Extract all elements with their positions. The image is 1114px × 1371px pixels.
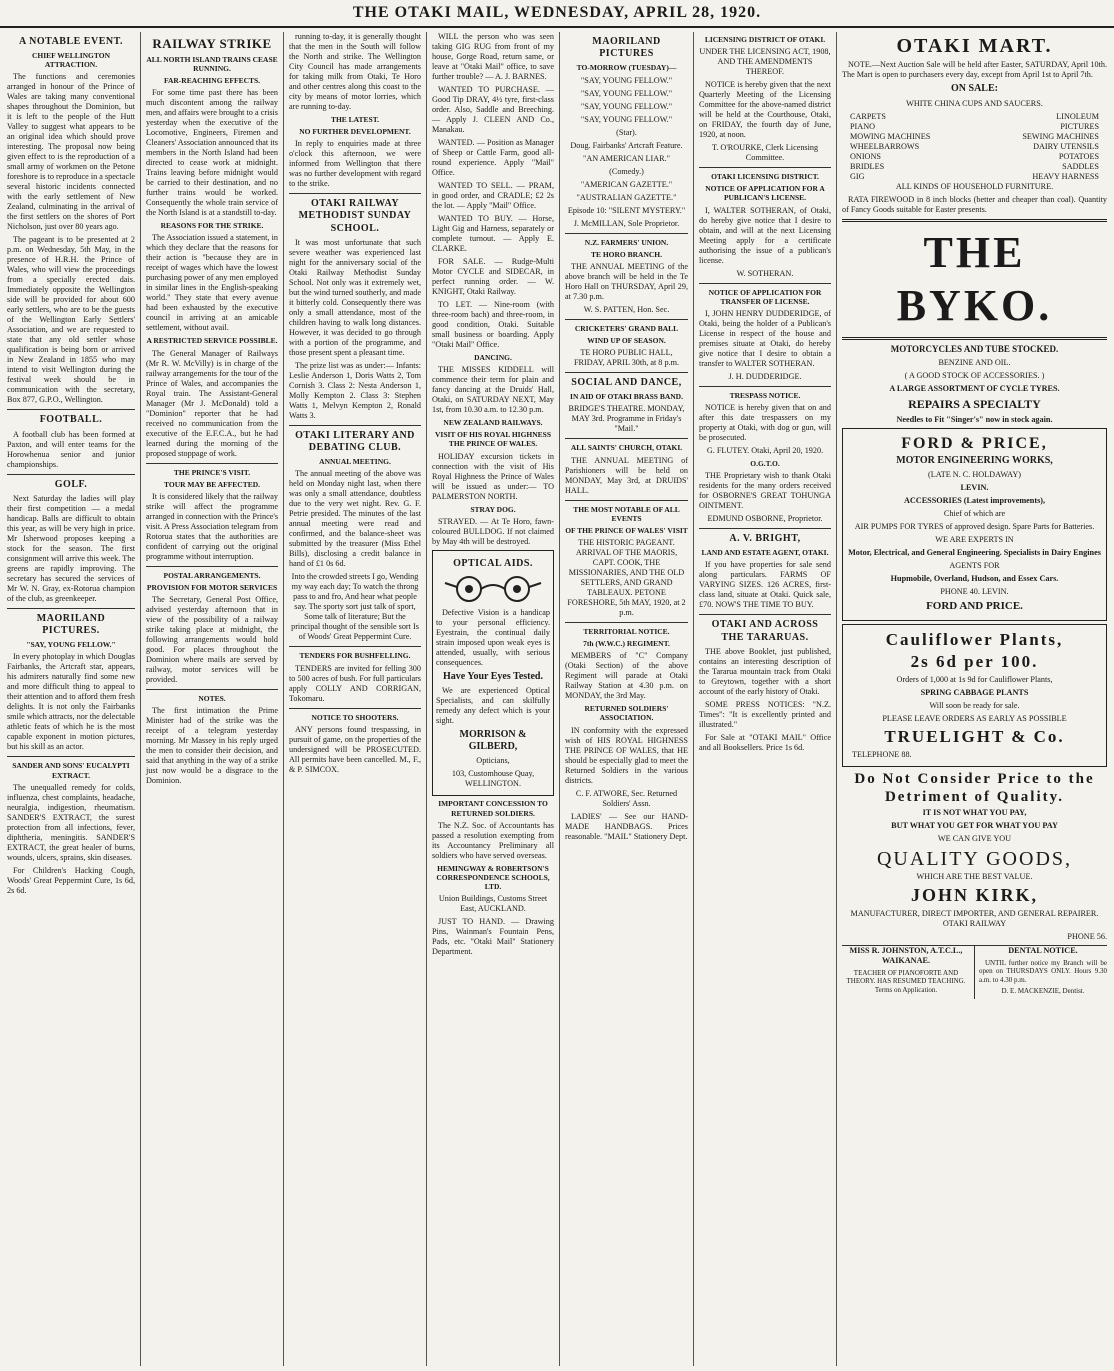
kirk-name: JOHN KIRK,: [910, 884, 1038, 905]
sale-item: ONIONS: [850, 151, 881, 161]
column-2: [141, 32, 284, 1366]
ad-text: We are experienced Optical Specialists, and can skilfully remedy any defect which is your sight.: [436, 686, 550, 726]
kirk-line: WE CAN GIVE YOU: [937, 834, 1012, 844]
notice-text: THE ANNUAL MEETING of the above branch will be held in the Te Horo Hall on THURSDAY, April 29, at 7.30 p.m.: [565, 261, 688, 301]
mart-note: NOTE.—Next Auction Sale will be held after Easter, SATURDAY, April 10th. The Mart is open to purchasers every day, except from April 1st to April 7th.: [842, 60, 1107, 80]
divider: [7, 409, 135, 410]
film-genre: (Comedy.): [609, 166, 644, 176]
subhead: TENDERS FOR BUSHFELLING.: [299, 651, 411, 661]
article-text: The Association issued a statement, in which they declare that the reasons for their action is "because they are in receipt of wages which have the lowest purchasing power of any men employed in similar lines in the English-speaking world." They state that every avenue had been exhausted by the executive council in arriving at an amicable settlement, without avail.: [146, 233, 278, 333]
masthead: THE OTAKI MAIL, WEDNESDAY, APRIL 28, 1920.: [0, 4, 1114, 28]
signature: T. O'ROURKE, Clerk Licensing Committee.: [711, 143, 819, 163]
johnston-line: MISS R. JOHNSTON, A.T.C.L., WAIKANAE.: [849, 945, 963, 965]
kirk-headline: Do Not Consider Price to the Detriment of Quality.: [854, 770, 1095, 806]
firewood-note: RATA FIREWOOD in 8 inch blocks (better and cheaper than coal). Quantity of Fancy Goods suitable for Easter presents.: [842, 194, 1107, 214]
byko-title: THE BYKO.: [842, 219, 1107, 340]
sale-item: SEWING MACHINES: [1022, 131, 1099, 141]
signature: G. FLUTEY. Otaki, April 20, 1920.: [706, 445, 824, 455]
subhead: RETURNED SOLDIERS' ASSOCIATION.: [584, 704, 669, 723]
notice-text: NOTICE is hereby given that the next Quarterly Meeting of the Licensing Committee for the above-named district will be held at the Courthouse, Otaki, on FRIDAY, the fourth day of June, 1920, at noon.: [699, 80, 831, 140]
cauli-line: SPRING CABBAGE PLANTS: [920, 688, 1029, 698]
eyes-tested-cta: Have Your Eyes Tested.: [442, 670, 543, 682]
headline-literary: OTAKI LITERARY AND DEBATING CLUB.: [295, 429, 415, 454]
subhead: WIND UP OF SEASON.: [587, 335, 666, 345]
spectacles-icon: [443, 574, 543, 604]
headline-football: FOOTBALL.: [39, 414, 103, 426]
subhead: STRAY DOG.: [470, 504, 516, 514]
truelight-phone: TELEPHONE 88.: [852, 749, 912, 759]
headline-maoriland-pictures: MAORILAND PICTURES: [592, 36, 661, 60]
ford-line: WE ARE EXPERTS IN: [935, 535, 1014, 545]
divider: [699, 386, 831, 387]
subhead: POSTAL ARRANGEMENTS.: [163, 570, 261, 580]
dental-sig: D. E. MACKENZIE, Dentist.: [1001, 987, 1085, 996]
sale-item: SADDLES: [1062, 161, 1099, 171]
cauli-title: Cauliflower Plants,: [885, 629, 1064, 649]
headline-bright: A. V. BRIGHT,: [729, 533, 801, 545]
notice-text: If you have properties for sale send along particulars. FARMS OF VARYING SIZES. 126 ACRES, first-class land, situate at Otaki. Quick sale, £70. NOW'S THE TIME TO BUY.: [699, 560, 831, 610]
ad-text: The N.Z. Soc. of Accountants has passed a resolution exempting from its Accountancy Preliminary all soldiers who have served overseas.: [432, 820, 554, 860]
classified: FOR SALE. — Rudge-Multi Motor CYCLE and SIDECAR, in perfect running order. — W. KNIGHT, Otaki Railway.: [432, 257, 554, 296]
headline-tararuas: OTAKI AND ACROSS THE TARARUAS.: [711, 619, 819, 643]
optician-name: MORRISON & GILBERD,: [459, 729, 527, 753]
classified: JUST TO HAND. — Drawing Pins, Wainman's Fountain Pens, Pads, etc. "Otaki Mail" Stationery Department.: [432, 917, 554, 957]
sale-item: POTATOES: [1058, 151, 1099, 161]
byko-line: Needles to Fit "Singer's" now in stock again.: [896, 414, 1053, 424]
subhead: FAR-REACHING EFFECTS.: [163, 76, 261, 86]
signature: C. F. ATWORE, Sec. Returned Soldiers' Assn.: [575, 788, 678, 808]
cauli-line: PLEASE LEAVE ORDERS AS EARLY AS POSSIBLE: [882, 714, 1067, 724]
article-text: In every photoplay in which Douglas Fairbanks, the Artcraft star, appears, his admirers naturally find some new and more difficult thing to appeal to their attention and to afford them fresh delights. It is not only the Fairbanks smile which attracts, nor the delectable athletic feats of which he is the most capable exponent in motion pictures, but his skill as an actor.: [7, 652, 135, 752]
notice-text: For Sale at "OTAKI MAIL" Office and all Booksellers. Price 1s 6d.: [699, 732, 831, 752]
classified: WANTED TO BUY. — Horse, Light Gig and Harness, separately or complete turnout. — Apply E. CLARKE.: [432, 214, 554, 253]
subhead: OF THE PRINCE OF WALES' VISIT: [565, 525, 688, 535]
classified: HOLIDAY excursion tickets in connection with the visit of His Royal Highness the Prince of Wales will be issued as under:— TO PALMERSTON NORTH.: [432, 451, 554, 501]
classified: THE MISSES KIDDELL will commence their term for plain and fancy dancing at the Druids' Hall, Otaki, on SATURDAY NEXT, May 1st, from 10.30 a.m. to 12.30 p.m.: [432, 365, 554, 415]
subhead: TO-MORROW (TUESDAY)—: [576, 63, 677, 73]
subhead: NOTICE OF APPLICATION FOR A PUBLICAN'S LICENSE.: [705, 184, 825, 203]
subhead: IMPORTANT CONCESSION TO RETURNED SOLDIERS.: [438, 799, 548, 818]
divider: [146, 463, 278, 464]
sale-item: PIANO: [850, 121, 876, 131]
subhead: O.G.T.O.: [750, 458, 780, 468]
column-1: [2, 32, 141, 1366]
divider: [699, 167, 831, 168]
film-title: "AN AMERICAN LIAR.": [583, 153, 670, 163]
divider: [146, 566, 278, 567]
notice-text: TE HORO PUBLIC HALL, FRIDAY, APRIL 30th, at 8 p.m.: [573, 348, 679, 368]
sale-item: BRIDLES: [850, 161, 885, 171]
subhead: 7th (W.W.C.) REGIMENT.: [583, 639, 670, 649]
ad-address: Union Buildings, Customs Street East, AUCKLAND.: [438, 894, 548, 914]
divider: [146, 689, 278, 690]
subhead: N.Z. FARMERS' UNION.: [584, 237, 669, 247]
ford-line: PHONE 40. LEVIN.: [940, 587, 1009, 597]
notice-text: MEMBERS of "C" Company (Otaki Section) of the above Regiment will parade at Otaki Railway Station at 4.30 p.m. on MONDAY, the 3rd May.: [565, 651, 688, 701]
article-text: In reply to enquiries made at three o'clock this afternoon, we were informed from Wellington that there was no further development with regard to the strike.: [289, 139, 421, 189]
article-text: The Secretary, General Post Office, advised yesterday afternoon that in view of the possibility of a railway strike taking place at midnight, the following arrangements would hold good. For places throughout the Dominion where mails are served by railway, motor services will be provided.: [146, 595, 278, 685]
signature: W. SOTHERAN.: [736, 268, 794, 278]
film-title: "SAY, YOUNG FELLOW.": [580, 114, 673, 124]
johnston-line: TEACHER OF PIANOFORTE AND THEORY. HAS RESUMED TEACHING. Terms on Application.: [846, 968, 966, 994]
subhead: TRESPASS NOTICE.: [729, 390, 801, 400]
dental-line: UNTIL further notice my Branch will be open on THURSDAYS ONLY. Hours 9.30 a.m. to 4.30 p.m.: [979, 958, 1107, 984]
subhead: NOTICE TO SHOOTERS.: [311, 712, 399, 722]
film-feature: Doug. Fairbanks' Artcraft Feature.: [570, 140, 683, 150]
divider: [289, 193, 421, 194]
sale-item: WHEELBARROWS: [850, 141, 920, 151]
divider: [7, 474, 135, 475]
sale-items-left: [850, 112, 930, 182]
article-text: The General Manager of Railways (Mr R. W. McVilly) is in charge of the railway arrangements for the tour of the Prince of Wales, and accompanies the Royal train. The Assistant-General Manager (Mr J. McDonald) told a "Dominion" reporter that he had received no communication from the executive of the E.F.C.A., but he had learned during the morning of the proposed stoppage of work.: [146, 348, 278, 458]
on-sale-sub: WHITE CHINA CUPS AND SAUCERS.: [906, 98, 1043, 108]
film-title: "SAY, YOUNG FELLOW.": [580, 101, 673, 111]
poem: Into the crowded streets I go, Wending my way each day; To watch the throng pass to and fro, And hear what people say. The sporty sort just talk of sport, Some talk of literature; But the principal thought of the sensible sort Is of Woods' Great Peppermint Cure.: [291, 572, 419, 642]
notice-text: THE HISTORIC PAGEANT. ARRIVAL OF THE MAORIS, CAPT. COOK, THE MISSIONARIES, AND THE OLD SETTLERS, AND GRAND TABLEAUX. PETONE FORESHORE, 5th MAY, 1920, at 2 p.m.: [567, 537, 686, 617]
article-text: The functions and ceremonies arranged in honour of the Prince of Wales are taking many conventional shapes throughout the Dominion, but it is left to the people of the Hutt Valley to suggest what appears to be an original idea which should prove interesting. The proposal now being given effect to is the reproduction of a small army of workmen on the Petone foreshore is to reproduce in a spectacle several historic incidents connected with the early settlement of New Zealand, culminating in the arrival of the first settlers on the shores of Port Nicholson, just over 80 years ago.: [7, 72, 135, 232]
subhead: THE LATEST.: [330, 115, 380, 124]
notice-text: IN conformity with the expressed wish of HIS ROYAL HIGHNESS THE PRINCE OF WALES, that HE should be especially glad to meet the Returned Soldiers in the various districts.: [565, 725, 688, 785]
byko-line: MOTORCYCLES AND TUBE STOCKED.: [890, 343, 1059, 354]
divider: [7, 608, 135, 609]
sale-note: ALL KINDS OF HOUSEHOLD FURNITURE.: [895, 181, 1054, 191]
headline-railway-strike: RAILWAY STRIKE: [152, 36, 272, 51]
divider: [289, 425, 421, 426]
subhead: IN AID OF OTAKI BRASS BAND.: [570, 392, 683, 402]
sale-item: LINOLEUM: [1056, 111, 1099, 121]
subhead: ANNUAL MEETING.: [319, 457, 391, 467]
notice-text: UNDER THE LICENSING ACT, 1908, AND THE AMENDMENTS THEREOF.: [699, 47, 831, 77]
headline-maoriland: MAORILAND PICTURES.: [36, 612, 106, 637]
classified: WILL the person who was seen taking GIG RUG from front of my house, Gorge Road, return same, or leave at "Otaki Mail" office, to save further trouble? — A. J. BARNES.: [432, 32, 554, 81]
column-3: [284, 32, 427, 1366]
cauli-price: 2s 6d per 100.: [910, 652, 1039, 672]
subhead: THE PRINCE'S VISIT.: [173, 467, 251, 477]
divider: [699, 283, 831, 284]
subhead: "SAY, YOUNG FELLOW.": [26, 640, 116, 650]
sale-items-right: [1022, 112, 1099, 182]
article-text: For some time past there has been much discontent among the railway men, and affairs were brought to a crisis yesterday when the executive of the Locomotive, Engineers, Firemen and Cleaners' Association announced that its members in the North Island had been directed to cease work at midnight. Trains leaving before midnight would be carried to their destination, and no further trains would be worked. Consequently the whole train service of the North Island is at a standstill to-day.: [146, 88, 278, 218]
sale-item: MOWING MACHINES: [850, 131, 931, 141]
headline-notable-event: A NOTABLE EVENT.: [18, 36, 124, 47]
quality-goods: QUALITY GOODS,: [876, 848, 1073, 871]
column-5: [560, 32, 694, 1366]
kirk-phone: PHONE 56.: [1067, 931, 1107, 941]
film-star: (Star).: [616, 127, 637, 137]
subhead: TOUR MAY BE AFFECTED.: [164, 479, 260, 489]
subhead: NOTICE OF APPLICATION FOR TRANSFER OF LICENSE.: [708, 287, 822, 306]
article-text: For Children's Hacking Cough, Woods' Great Peppermint Cure, 1s 6d, 2s 6d.: [7, 865, 135, 895]
article-text: It was most unfortunate that such severe weather was experienced last night for the anniversary social of the Otaki Railway Methodist Sunday School. Not only was it extremely wet, but the wind turned southerly, and made it bitterly cold. Consequently there was only a small attendance, most of the children having to walk long distances. However, it was decided to go through with a portion of the programme, and those present spent a pleasant time.: [289, 237, 421, 357]
optician-address: 103, Customhouse Quay, WELLINGTON.: [451, 769, 535, 789]
ad-text: ANY persons found trespassing, in pursuit of game, on the properties of the undersigned will be PROSECUTED. All permits have been cancelled. M., F., & P. SIMCOX.: [289, 724, 421, 774]
article-text: It is considered likely that the railway strike will affect the programme arranged in connection with the Prince's visit. A Press Association telegram from Rotorua states that the authorities are confident of carrying out the original programme without interruption.: [146, 491, 278, 561]
classified: LADIES' — See our HAND-MADE HANDBAGS. Prices reasonable. "MAIL" Stationery Dept.: [565, 811, 688, 841]
divider: [289, 646, 421, 647]
headline-optical: OPTICAL AIDS.: [453, 557, 533, 569]
cauli-line: Orders of 1,000 at 1s 9d for Cauliflower Plants,: [896, 675, 1053, 685]
subhead: DANCING.: [474, 353, 512, 362]
divider: [565, 233, 688, 234]
article-text: running to-day, it is generally thought that the men in the South will follow the North and strike. The Wellington City Council has made arrangements for taking milk from Otaki, Te Horo and other centres along this coast to the city by means of motor lorries, which are running to-day.: [289, 32, 421, 111]
headline-sander: SANDER AND SONS' EUCALYPTI EXTRACT.: [12, 761, 130, 780]
ford-line: FORD AND PRICE.: [926, 600, 1023, 613]
subhead: PROVISION FOR MOTOR SERVICES: [146, 582, 278, 592]
film-title: "AMERICAN GAZETTE.": [580, 179, 673, 189]
johnston-notice: [842, 946, 975, 999]
notice-text: THE ANNUAL MEETING of Parishioners will be held on MONDAY, May 3rd, at DRUIDS' HALL.: [565, 455, 688, 495]
notice-text: BRIDGE'S THEATRE. MONDAY, MAY 3rd. Programme in Friday's "Mail.": [568, 404, 685, 434]
subhead: THE MOST NOTABLE OF ALL EVENTS: [573, 504, 680, 523]
subhead: NOTES.: [198, 694, 226, 704]
film-title: "AUSTRALIAN GAZETTE.": [576, 192, 677, 202]
kirk-line: BUT WHAT YOU GET FOR WHAT YOU PAY: [891, 821, 1058, 831]
article-text: The unequalled remedy for colds, influenza, chest complaints, headache, neuralgia, indigestion, rheumatism. SANDER'S EXTRACT, the surest protection from all infections, fever, diphtheria, meningitis. SANDER'S EXTRACT, the great healer of burns, wounds, ulcers, sprains, skin diseases.: [7, 782, 135, 862]
article-text: The first intimation the Prime Minister had of the strike was the receipt of a telegram yesterday morning. Mr Massey in his reply urged the men to consider their decision, and said that anything in the way of a strike just now would be a disgrace to the Dominion.: [146, 706, 278, 786]
subhead: VISIT OF HIS ROYAL HIGHNESS THE PRINCE OF WALES.: [434, 430, 551, 449]
divider: [565, 500, 688, 501]
subhead: CHIEF WELLINGTON ATTRACTION.: [31, 51, 110, 70]
article-text: Next Saturday the ladies will play their first competition — a medal handicap. Balls are difficult to obtain this year, as will be very high in price. Mr Isherwood proposes keeping a stock for the season. The first consignment will arrive this week. The greens are rapidly improving. The secretary has secured the services of Mr W. N. Gray, ex-Rotorua champion of the club, as greenkeeper.: [7, 493, 135, 603]
notice-text: NOTICE is hereby given that on and after this date trespassers on my property at Otaki, with dog or gun, will be prosecuted.: [699, 402, 831, 442]
sale-item: DAIRY UTENSILS: [1033, 141, 1099, 151]
subhead: TERRITORIAL NOTICE.: [583, 626, 670, 636]
film-title: "SAY, YOUNG FELLOW.": [580, 88, 673, 98]
headline-golf: GOLF.: [54, 478, 88, 490]
divider: [565, 372, 688, 373]
otaki-mart-title: OTAKI MART.: [896, 35, 1053, 57]
sale-items: [842, 112, 1107, 182]
subhead: CRICKETERS' GRAND BALL: [574, 323, 679, 333]
ad-text: TENDERS are invited for felling 300 to 500 acres of bush. For full particulars apply COLLY AND CORRIGAN, Tokomaru.: [289, 663, 421, 703]
ford-line: Hupmobile, Overland, Hudson, and Essex Cars.: [890, 574, 1059, 584]
column-4: [427, 32, 560, 1366]
sale-item: CARPETS: [850, 111, 886, 121]
subhead: NO FURTHER DEVELOPMENT.: [299, 127, 411, 137]
ford-line: (LATE N. C. HOLDAWAY): [928, 470, 1021, 480]
column-7-ads: [837, 32, 1112, 1366]
ford-price-ad: [842, 428, 1107, 621]
bottom-notices: [842, 945, 1107, 999]
signature: EDMUND OSBORNE, Proprietor.: [707, 514, 823, 524]
article-text: The prize list was as under:— Infants: Leslie Anderson 1, Doris Watts 2, Tom Cornish 3. Class 2: Nesta Anderson 1, Molly Kempton 2. Class 3: Stephen Watts 1, Melvyn Kempton 2, Ronald Watts 3.: [289, 360, 421, 420]
ford-line: Motor, Electrical, and General Engineering. Specialists in Dairy Engines: [848, 548, 1101, 558]
subhead: ALL SAINTS' CHURCH, OTAKI.: [570, 443, 683, 453]
column-6: [694, 32, 837, 1366]
ford-line: LEVIN.: [960, 483, 989, 493]
optician-sub: Opticians,: [476, 756, 510, 766]
dental-title: DENTAL NOTICE.: [1008, 945, 1078, 955]
sale-item: GIG: [850, 171, 865, 181]
byko-line: ( A GOOD STOCK OF ACCESSORIES. ): [904, 370, 1045, 380]
signature: J. H. DUDDERIDGE.: [728, 371, 802, 381]
ford-title: FORD & PRICE,: [901, 434, 1048, 452]
byko-line: A LARGE ASSORTMENT OF CYCLE TYRES.: [889, 383, 1060, 393]
divider: [289, 708, 421, 709]
cauli-line: Will soon be ready for sale.: [929, 701, 1020, 711]
truelight-title: TRUELIGHT & Co.: [884, 727, 1065, 747]
byko-repairs: REPAIRS A SPECIALTY: [908, 396, 1041, 411]
notice-text: I, JOHN HENRY DUDDERIDGE, of Otaki, being the holder of a Publican's License in respect of the house and premises situate at Otaki, do hereby give notice that I desire to obtain a transfer to WALTER SOTHERAN.: [699, 308, 831, 368]
kirk-line: MANUFACTURER, DIRECT IMPORTER, AND GENERAL REPAIRER. OTAKI RAILWAY: [850, 908, 1099, 928]
film-episode: Episode 10: "SILENT MYSTERY.": [567, 205, 686, 215]
optical-ad: [432, 550, 554, 797]
byko-line: BENZINE AND OIL.: [938, 357, 1011, 367]
film-title: "SAY, YOUNG FELLOW.": [580, 75, 673, 85]
divider: [565, 622, 688, 623]
notice-text: THE above Booklet, just published, contains an interesting description of the Tararua mountain track from Otaki to Greytown, together with a short account of the early history of Otaki.: [699, 646, 831, 696]
classified: STRAYED. — At Te Horo, fawn-coloured BULLDOG. If not claimed by May 4th will be destroyed.: [432, 516, 554, 546]
ford-line: AIR PUMPS FOR TYRES of approved design. Spare Parts for Batteries.: [854, 522, 1095, 532]
ford-line: Chief of which are: [943, 509, 1006, 519]
divider: [699, 528, 831, 529]
headline-methodist: OTAKI RAILWAY METHODIST SUNDAY SCHOOL.: [298, 198, 412, 234]
subhead: REASONS FOR THE STRIKE.: [160, 221, 264, 231]
ford-line: ACCESSORIES (Latest improvements),: [903, 496, 1046, 506]
subhead: TE HORO BRANCH.: [590, 249, 663, 259]
ford-line: AGENTS FOR: [949, 561, 1000, 571]
subhead: HEMINGWAY & ROBERTSON'S CORRESPONDENCE SCHOOLS, LTD.: [436, 863, 550, 892]
divider: [7, 756, 135, 757]
divider: [565, 438, 688, 439]
kirk-line: IT IS NOT WHAT YOU PAY,: [922, 808, 1027, 818]
notice-text: THE Proprietary wish to thank Otaki residents for the many orders received for OSBORNE'S GREAT TOHUNGA OINTMENT.: [699, 471, 831, 511]
article-text: The pageant is to be presented at 2 p.m. on Wednesday, 5th May, in the presence of H.R.H. the Prince of Wales, who will view the proceedings from a specially erected dais. Immediately opposite the Wellington side will be provided for about 600 early settlers, who are to be the guests of the Wellington Early Settlers' Association, and we are requested to state that any old settler whose qualification is being born or arrived in New Zealand in 1855 who may intend to visit Wellington during the festival week should be in communication with the secretary, Box 877, G.P.O., Wellington.: [7, 235, 135, 405]
classified: WANTED TO PURCHASE. — Good Tip DRAY, 4½ tyre, first-class order. Also, Saddle and Breeching. — Apply J. CLEEN AND Co., Manakau.: [432, 85, 554, 134]
subhead: A RESTRICTED SERVICE POSSIBLE.: [146, 336, 278, 346]
dental-notice: [975, 946, 1107, 999]
notice-text: SOME PRESS NOTICES: "N.Z. Times": "It is excellently printed and illustrated.": [699, 699, 831, 729]
proprietor: J. McMILLAN, Sole Proprietor.: [573, 218, 680, 228]
article-text: The annual meeting of the above was held on Monday night last, when there was only a small attendance, doubtless due to the very wet night. Rev. G. F. Petrie presided. The minutes of the last annual meeting were read and confirmed, and the balance-sheet was submitted by the treasurer (Miss Ethel Bills), disclosing a credit balance in hand of £1 0s 6d.: [289, 469, 421, 569]
classified: TO LET. — Nine-room (with three-room bach) and three-room, in good condition, Otaki. Suitable small business or boarding. Apply "Otaki Mail" Office.: [432, 300, 554, 349]
signature: W. S. PATTEN, Hon. Sec.: [583, 304, 670, 314]
on-sale-title: ON SALE:: [951, 83, 998, 95]
article-text: A football club has been formed at Paxton, and will enter teams for the Horowhenua senior and junior championships.: [7, 429, 135, 469]
notice-text: I, WALTER SOTHERAN, of Otaki, do hereby give notice that I desire to obtain, and will at the next Licensing Meeting apply for a certificate authorising the issue of a publican's license.: [699, 205, 831, 265]
subhead: OTAKI LICENSING DISTRICT.: [711, 172, 819, 182]
divider: [699, 614, 831, 615]
subhead: LAND AND ESTATE AGENT, OTAKI.: [701, 548, 829, 558]
headline-social-dance: SOCIAL AND DANCE,: [571, 377, 682, 389]
cauliflower-ad: [842, 624, 1107, 767]
kirk-line: WHICH ARE THE BEST VALUE.: [916, 871, 1033, 881]
sale-item: PICTURES: [1060, 121, 1099, 131]
divider: [565, 319, 688, 320]
subhead: NEW ZEALAND RAILWAYS.: [443, 418, 543, 428]
subhead: LICENSING DISTRICT OF OTAKI.: [704, 35, 826, 44]
sale-item: HEAVY HARNESS: [1032, 171, 1099, 181]
classified: WANTED TO SELL. — PRAM, in good order, and CRADLE; £2 2s the lot. — Apply "Mail" Office.: [432, 181, 554, 210]
ford-line: MOTOR ENGINEERING WORKS,: [896, 455, 1053, 467]
classified: WANTED. — Position as Manager of Sheep or Cattle Farm, good all-round experience. Apply "Mail" Office.: [432, 138, 554, 177]
subhead: ALL NORTH ISLAND TRAINS CEASE RUNNING.: [146, 54, 278, 73]
ad-text: Defective Vision is a handicap to your personal efficiency. Eyestrain, the continual daily strain imposed upon weak eyes is attended, usually, with serious consequences.: [436, 607, 550, 667]
